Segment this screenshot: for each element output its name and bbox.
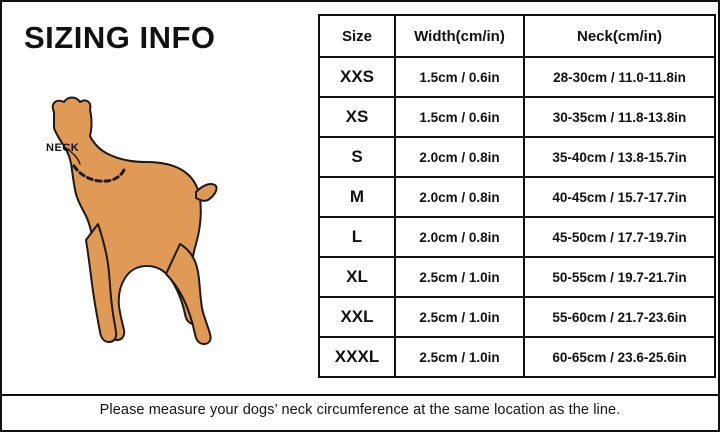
cell-neck: 60-65cm / 23.6-25.6in xyxy=(524,337,715,377)
left-panel xyxy=(2,2,312,390)
table-header-row xyxy=(319,15,715,57)
cell-width: 2.5cm / 1.0in xyxy=(395,257,524,297)
dog-illustration xyxy=(20,74,300,374)
table-row xyxy=(319,217,715,257)
table-row xyxy=(319,177,715,217)
table-row xyxy=(319,57,715,97)
cell-width: 2.5cm / 1.0in xyxy=(395,337,524,377)
cell-neck: 35-40cm / 13.8-15.7in xyxy=(524,137,715,177)
cell-width: 1.5cm / 0.6in xyxy=(395,97,524,137)
cell-width: 1.5cm / 0.6in xyxy=(395,57,524,97)
cell-size: S xyxy=(319,137,395,177)
size-table-container xyxy=(318,14,708,378)
page-title: SIZING INFO xyxy=(24,20,216,55)
cell-size: XXL xyxy=(319,297,395,337)
neck-label: NECK xyxy=(46,142,80,154)
cell-neck: 45-50cm / 17.7-19.7in xyxy=(524,217,715,257)
cell-neck: 30-35cm / 11.8-13.8in xyxy=(524,97,715,137)
cell-size: XL xyxy=(319,257,395,297)
table-body xyxy=(319,57,715,377)
footer-note: Please measure your dogs’ neck circumference at the same location as the line. xyxy=(99,402,621,418)
cell-neck: 50-55cm / 19.7-21.7in xyxy=(524,257,715,297)
cell-size: L xyxy=(319,217,395,257)
cell-width: 2.0cm / 0.8in xyxy=(395,217,524,257)
cell-neck: 28-30cm / 11.0-11.8in xyxy=(524,57,715,97)
column-header-neck: Neck(cm/in) xyxy=(524,15,715,57)
cell-size: XS xyxy=(319,97,395,137)
cell-neck: 55-60cm / 21.7-23.6in xyxy=(524,297,715,337)
column-header-width: Width(cm/in) xyxy=(395,15,524,57)
table-row xyxy=(319,137,715,177)
cell-size: M xyxy=(319,177,395,217)
table-row xyxy=(319,337,715,377)
column-header-size: Size xyxy=(319,15,395,57)
table-row xyxy=(319,257,715,297)
dog-silhouette-icon xyxy=(20,74,300,374)
cell-width: 2.0cm / 0.8in xyxy=(395,177,524,217)
cell-width: 2.5cm / 1.0in xyxy=(395,297,524,337)
cell-size: XXS xyxy=(319,57,395,97)
size-table xyxy=(318,14,716,378)
footer-divider xyxy=(2,394,718,396)
table-row xyxy=(319,97,715,137)
cell-width: 2.0cm / 0.8in xyxy=(395,137,524,177)
table-header xyxy=(319,15,715,57)
table-row xyxy=(319,297,715,337)
cell-neck: 40-45cm / 15.7-17.7in xyxy=(524,177,715,217)
cell-size: XXXL xyxy=(319,337,395,377)
